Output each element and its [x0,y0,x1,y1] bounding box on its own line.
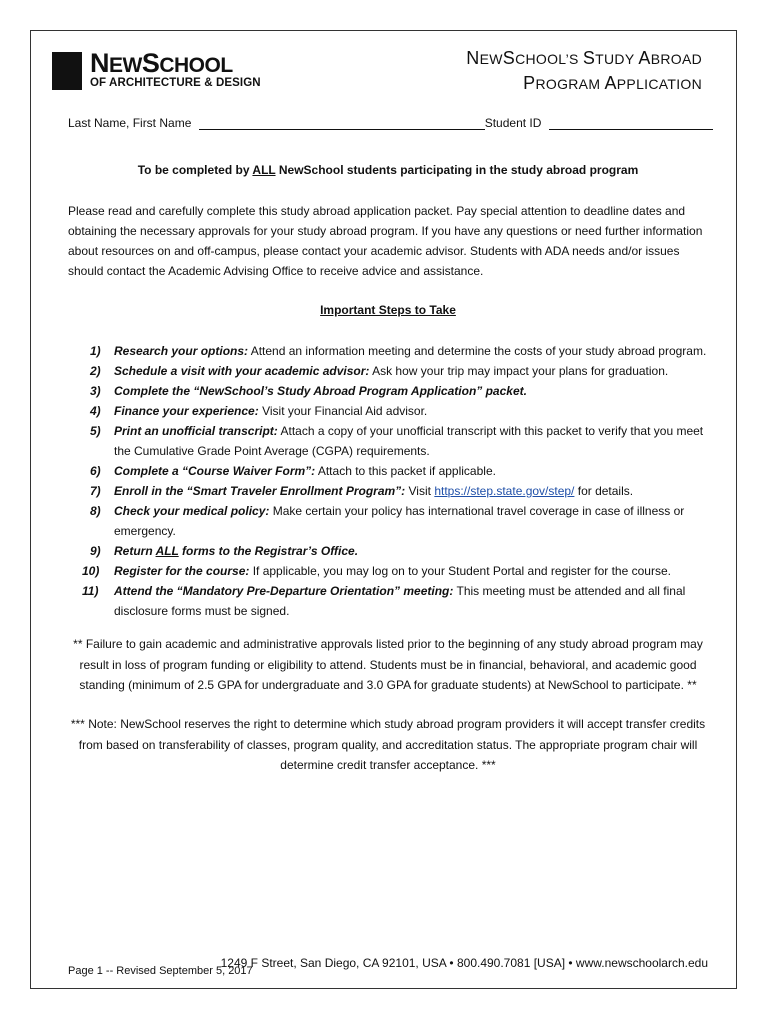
title-line-1: NEWSCHOOL’S STUDY ABROAD [466,48,702,68]
steps-title: Important Steps to Take [320,303,456,317]
step-item: 7) Enroll in the “Smart Traveler Enrollment Program”: Visit https://step.state.gov/step/ for details. [90,484,634,498]
name-field-label: Last Name, First Name [68,116,192,130]
logo-square-mark [52,52,82,90]
student-id-field-line[interactable] [549,117,713,130]
steps-list [68,341,708,621]
logo-subtitle: OF ARCHITECTURE & DESIGN [90,77,261,89]
step-item: 6) Complete a “Course Waiver Form”: Attach to this packet if applicable. [90,464,496,478]
step-item: 8) Check your medical policy: Make certain your policy has international travel coverage in case of illness or emergency. [90,504,685,538]
intro-heading: To be completed by ALL NewSchool students participating in the study abroad program [137,163,639,177]
step-item: 11) Attend the “Mandatory Pre-Departure Orientation” meeting: This meeting must be attended and all final disclosure forms must be signed. [82,584,686,618]
transfer-note: *** Note: NewSchool reserves the right to determine which study abroad program providers it will accept transfer credits from based on transferability of classes, program quality, and accreditation status. The appropriate program chair will determine credit transfer acceptance. *** [70,717,706,772]
step-travel-link[interactable]: https://step.state.gov/step/ [434,484,575,498]
intro-paragraph: Please read and carefully complete this study abroad application packet. Pay special attention to deadline dates and obtaining the necessary approvals for your study abroad program. If you have any questions or need further information about resources on and off-campus, please contact your academic advisor. Students with ADA needs and/or issues should contact the Academic Advising Office to receive advice and assistance. [68,204,703,278]
student-id-label: Student ID [484,116,542,130]
step-item: 10) Register for the course: If applicable, you may log on to your Student Portal and register for the course. [82,564,671,578]
step-item: 9) Return ALL forms to the Registrar’s Office. [90,544,359,558]
step-item: 3) Complete the “NewSchool’s Study Abroad Program Application” packet. [90,384,527,398]
logo-wordmark: NEWSCHOOL [90,48,233,78]
newschool-logo [52,48,262,92]
failure-note: ** Failure to gain academic and administrative approvals listed prior to the beginning of any study abroad program may result in loss of program funding or eligibility to attend. Students must be in financial, behavioral, and academic good standing (minimum of 2.5 GPA for undergraduate and 3.0 GPA for graduate students) at NewSchool to participate. ** [73,637,703,692]
title-line-2: PROGRAM APPLICATION [523,73,702,93]
step-item: 2) Schedule a visit with your academic advisor: Ask how your trip may impact your plans for graduation. [90,364,669,378]
footer-address: 1249 F Street, San Diego, CA 92101, USA • 800.490.7081 [USA] • www.newschoolarch.edu [220,956,708,970]
name-id-field-row [68,116,713,130]
document-title [466,46,702,96]
footer-page-number: Page 1 -- Revised September 5, 2017 [68,965,253,977]
step-item: 4) Finance your experience: Visit your Financial Aid advisor. [90,404,428,418]
name-field-line[interactable] [199,117,485,130]
step-item: 1) Research your options: Attend an information meeting and determine the costs of your study abroad program. [90,344,707,358]
step-item: 5) Print an unofficial transcript: Attach a copy of your unofficial transcript with this packet to verify that you meet the Cumulative Grade Point Average (CGPA) requirements. [90,424,704,458]
